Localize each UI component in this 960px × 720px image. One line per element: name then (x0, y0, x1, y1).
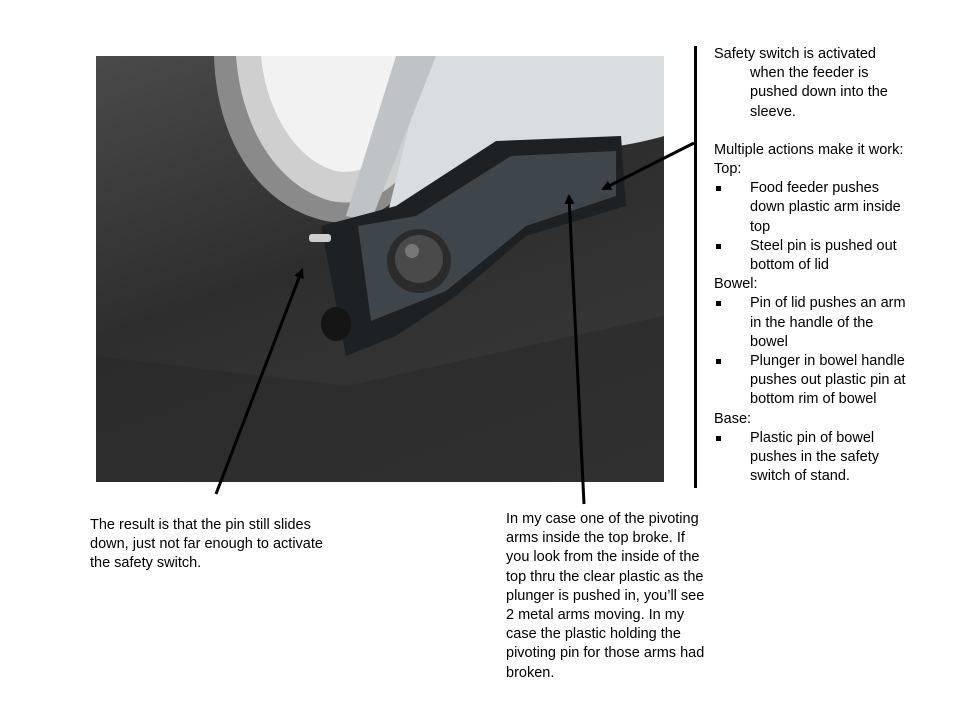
list-item: Plunger in bowel handle pushes out plastic pin at bottom rim of bowel (714, 352, 914, 410)
arrow-to-pin (216, 270, 302, 494)
arrow-to-switch (603, 143, 694, 189)
arrow-to-sleeve (569, 196, 584, 504)
list-item: Steel pin is pushed out bottom of lid (714, 237, 914, 275)
section-list-top (714, 179, 914, 275)
square-bullet-icon (716, 186, 721, 191)
section-list-bowel (714, 294, 914, 409)
section-heading-top: Top: (714, 161, 742, 178)
section-heading-bowel: Bowel: (714, 276, 758, 293)
list-item: Pin of lid pushes an arm in the handle of the bowel (714, 294, 914, 352)
intro-text: Safety switch is activated when the feeder is pushed down into the sleeve. (714, 46, 888, 120)
square-bullet-icon (716, 244, 721, 249)
list-item: Food feeder pushes down plastic arm inside top (714, 179, 914, 237)
list-item: Plastic pin of bowel pushes in the safety switch of stand. (714, 429, 914, 487)
caption-pin-result: The result is that the pin still slides down, just not far enough to activate the safety switch. (90, 517, 323, 572)
caption-broken-arm: In my case one of the pivoting arms inside the top broke. If you look from the inside of the top thru the clear plastic as the plunger is pushed in, you’ll see 2 metal arms moving. In my case the plastic holding the pivoting pin for those arms had broken. (506, 511, 705, 681)
section-list-base (714, 429, 914, 487)
explanation-panel (714, 45, 914, 486)
multi-text: Multiple actions make it work: (714, 141, 904, 158)
section-heading-base: Base: (714, 410, 752, 427)
square-bullet-icon (716, 301, 721, 306)
square-bullet-icon (716, 359, 721, 364)
square-bullet-icon (716, 436, 721, 441)
